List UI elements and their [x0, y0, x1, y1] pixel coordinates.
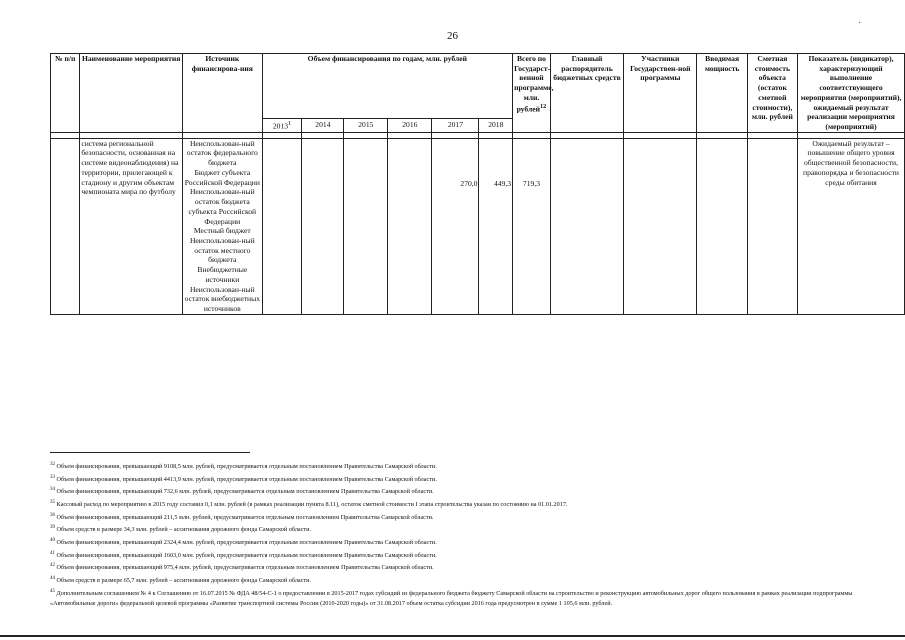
- source-item: Неиспользован-ный остаток бюджета субъекта Российской Федерации: [188, 187, 257, 226]
- program-table: [50, 53, 905, 315]
- footnote-separator: [50, 452, 250, 453]
- row-name: система региональной безопасности, основанная на системе видеонаблюдения) на территории, прилегающей к стадиону и другим объектам чемпионата мира по футболу: [80, 138, 183, 314]
- scan-mark: ·: [858, 18, 862, 29]
- footnote: $^{44}$ Объем средств в размере 65,7 млн. рублей – ассигнования дорожного фонда Самарской области.: [50, 575, 311, 584]
- footnote: $^{41}$ Объем финансирования, превышающий 1603,0 млн. рублей, предусматривается отдельным постановлением Правительства Самарской области.: [50, 550, 437, 559]
- header-year-2013: [262, 118, 302, 132]
- value-total: 719,3: [513, 138, 551, 314]
- header-year-2016: 2016: [388, 118, 432, 132]
- source-item: Бюджет субъекта Российской Федерации: [184, 167, 260, 187]
- footnote: $^{45}$ Дополнительным соглашением № 4 к Соглашению от 16.07.2015 № ФДА 48/54-С-1 о предоставлении в 2015-2017 годах субсидий из федерального бюджета бюджету Самарской области на строительство и реконструкцию автомобильных дорог общего пользования в рамках реализации подпрограммы «Автомобильные дороги» федеральной целевой программы «Развитие транспортной системы России (2010-2020 годы)» от 31.08.2017 объем остатка субсидии 2016 года предусмотрен в сумме 1 105,6 млн. рублей.: [50, 588, 853, 608]
- footnote: $^{33}$ Объем финансирования, превышающий 4413,9 млн. рублей, предусматривается отдельным постановлением Правительства Самарской области.: [50, 474, 437, 483]
- source-item: Неиспользован-ный остаток федерального бюджета: [186, 138, 258, 168]
- header-year-2018: 2018: [479, 118, 513, 132]
- header-capacity: Вводимая мощность: [697, 54, 747, 133]
- header-total-sup: 12: [540, 102, 547, 110]
- header-estimated-cost: Сметная стоимость объекта (остаток сметной стоимости), млн. рублей: [747, 54, 797, 133]
- year-2013-sup: 1: [288, 119, 292, 127]
- header-source: Источник финансирова-ния: [183, 54, 263, 133]
- source-item: Местный бюджет: [193, 226, 251, 236]
- page-bottom-rule: [0, 635, 905, 637]
- source-item: Неиспользован-ный остаток местного бюджета: [189, 235, 255, 265]
- header-year-2015: 2015: [344, 118, 388, 132]
- footnote: $^{32}$ Объем финансирования, превышающий 9108,5 млн. рублей, предусматривается отдельным постановлением Правительства Самарской области.: [50, 462, 437, 471]
- footnote: $^{39}$ Объем средств в размере 34,3 млн. рублей – ассигнования дорожного фонда Самарской области.: [50, 525, 311, 534]
- footnote: $^{36}$ Объем финансирования, превышающий 211,5 млн. рублей, предусматривается отдельным постановлением Правительства Самарской области.: [50, 512, 434, 521]
- value-2018: 449,3: [479, 138, 513, 314]
- header-distributor: Главный распорядитель бюджетных средств: [550, 54, 623, 133]
- source-item: Внебюджетные источники: [197, 265, 248, 284]
- header-name: Наименование мероприятия: [80, 54, 183, 133]
- header-indicator: Показатель (индикатор), характеризующий выполнение соответствующего мероприятия (мероприятий), ожидаемый результат реализации мероприятия (мероприятий): [798, 54, 905, 133]
- footnote: $^{34}$ Объем финансирования, превышающий 732,6 млн. рублей, предусматривается отдельным постановлением Правительства Самарской области.: [50, 487, 434, 496]
- header-funding-group: Объем финансирования по годам, млн. рублей: [262, 54, 512, 119]
- header-year-2014: 2014: [302, 118, 344, 132]
- row-sources: [183, 138, 263, 314]
- header-participants: Участники Государствен-ной программы: [624, 54, 697, 133]
- footnote: $^{35}$ Кассовый расход по мероприятию в 2015 году составил 0,1 млн. рублей (в рамках реализации пункта 8.11), остаток сметной стоимости I этапа строительства указан по состоянию на 01.01.2017.: [50, 499, 568, 509]
- footnote: $^{40}$ Объем финансирования, превышающий 2324,4 млн. рублей, предусматривается отдельным постановлением Правительства Самарской области.: [50, 537, 437, 546]
- table-row: [51, 138, 905, 314]
- row-result: Ожидаемый результат – повышение общего уровня общественной безопасности, правопорядка и безопасности среды обитания: [798, 138, 905, 314]
- source-item: Неиспользован-ный остаток внебюджетных источников: [184, 284, 260, 313]
- value-2017: 270,0: [432, 138, 479, 314]
- header-total: [513, 54, 554, 133]
- header-total-text: Всего по Государст-венной программе, млн. рублей: [514, 54, 554, 114]
- footnotes: [50, 460, 880, 610]
- header-year-2017: 2017: [432, 118, 479, 132]
- year-2013-label: 2013: [272, 121, 289, 131]
- header-num: № п/п: [51, 54, 80, 133]
- footnote: $^{42}$ Объем финансирования, превышающий 975,4 млн. рублей, предусматривается отдельным постановлением Правительства Самарской области.: [50, 563, 434, 572]
- page-number: 26: [447, 30, 458, 42]
